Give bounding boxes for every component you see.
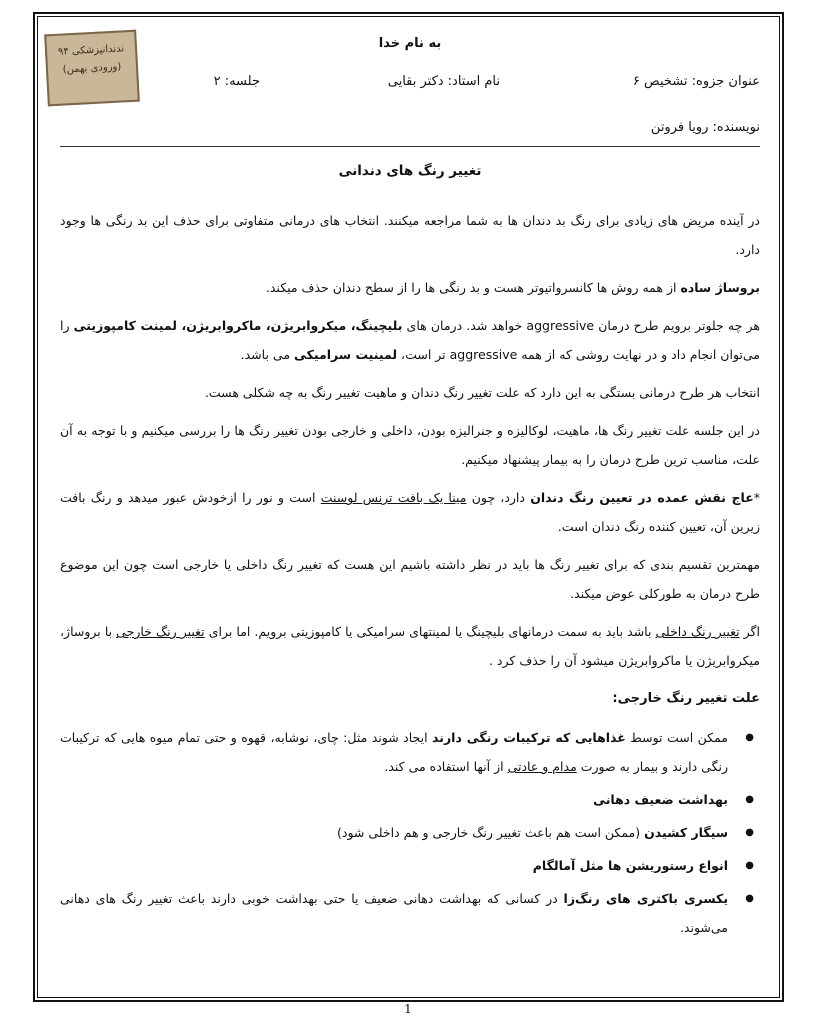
dentin-term: عاج نقش عمده در تعیین رنگ دندان	[530, 490, 754, 505]
stamp-line-1: ندندانپزشکی ۹۴	[57, 43, 125, 58]
pamphlet-title: عنوان جزوه: تشخیص ۶	[632, 74, 760, 89]
document-body	[60, 206, 760, 946]
enamel-translucent-underlined: مینا یک بافت ترنس لوسنت	[320, 490, 467, 505]
ie-text-b: باشد باید به سمت درمانهای بلیچینگ یا لمینتهای سرامیکی یا کامپوزیتی برویم. اما برای	[204, 624, 656, 639]
cause-smoking-text: (ممکن است هم باعث تغییر رنگ خارجی و هم داخلی شود)	[337, 825, 645, 840]
cause-foods-text-c: از آنها استفاده می کند.	[384, 759, 508, 774]
cause-smoking-term: سیگار کشیدن	[644, 825, 728, 840]
cause-foods-term: غذاهایی که ترکیبات رنگی دارند	[432, 730, 626, 745]
cause-foods-text-b: ایجاد شوند مثل: چای، نوشابه، قهوه و حتی تمام میوه هایی که ترکیبات رنگی دارند و بیمار به صورت	[60, 730, 728, 774]
page-number: 1	[404, 1002, 412, 1016]
stamp-line-2: (ورودی بهمن)	[62, 61, 122, 76]
session-number: جلسه: ۲	[213, 74, 260, 89]
list-item	[60, 818, 728, 847]
star-mark: *	[753, 490, 760, 505]
bismillah: به نام خدا	[378, 36, 442, 51]
paragraph-brossage	[60, 273, 760, 302]
document-page	[57, 22, 760, 992]
intrinsic-underlined: تغییر رنگ داخلی	[655, 624, 740, 639]
paragraph-intrinsic-extrinsic	[60, 617, 760, 675]
meta-row	[130, 74, 760, 94]
cause-bacteria-term: یکسری باکتری های رنگ‌زا	[563, 891, 729, 906]
treatments-text-c: می باشد.	[240, 347, 294, 362]
dentin-text-a: دارد، چون	[466, 490, 531, 505]
teacher-name: نام استاد: دکتر بقایی	[387, 74, 500, 89]
list-item	[60, 851, 728, 880]
cause-foods-text-a: ممکن است توسط	[625, 730, 728, 745]
cause-restorations: انواع رستوریشن ها مثل آمالگام	[532, 858, 728, 873]
paragraph-dentin	[60, 483, 760, 541]
list-item	[60, 723, 728, 781]
dentin-text-b: است و نور را ازخودش عبور میدهد و رنگ بافت زیرین آن، تعیین کننده رنگ دندان است.	[60, 490, 760, 534]
treatments-text-a: هر چه جلوتر برویم طرح درمان aggressive خواهد شد. درمان های	[402, 318, 760, 333]
ie-text-a: اگر	[739, 624, 760, 639]
extrinsic-underlined: تغییر رنگ خارجی	[116, 624, 205, 639]
brossage-text: از همه روش ها کانسرواتیوتر هست و بد رنگی ها را از سطح دندان حذف میکند.	[265, 280, 681, 295]
paragraph-classification: مهمترین تقسیم بندی که برای تغییر رنگ ها باید در نظر داشته باشیم این هست که تغییر رنگ داخلی یا خارجی است چون این موضوع طرح درمان به طورکلی عوض میکند.	[60, 557, 760, 601]
brossage-term: بروساژ ساده	[680, 280, 760, 295]
paragraph-treatments	[60, 311, 760, 369]
header-divider	[60, 146, 760, 147]
list-item	[60, 785, 728, 814]
extrinsic-causes-list	[60, 723, 760, 942]
cause-foods-underlined: مدام و عادتی	[507, 759, 577, 774]
cause-bacteria-text: در کسانی که بهداشت دهانی ضعیف یا حتی بهداشت خوبی دارند باعث تغییر رنگ های دهانی می‌شوند.	[60, 891, 728, 935]
treatments-text-b: را می‌توان انجام داد و در نهایت روشی که از همه aggressive تر است،	[60, 318, 760, 362]
treatments-list: بلیچینگ، میکروابریژن، ماکروابریژن، لمینت کامپوزیتی	[73, 318, 403, 333]
paragraph-choice: انتخاب هر طرح درمانی بستگی به این دارد که علت تغییر رنگ دندان و ماهیت تغییر رنگ به چه شکلی هست.	[204, 385, 760, 400]
author-name: نویسنده: رویا فروتن	[650, 120, 760, 135]
ie-text-c: با بروساژ، میکروابریژن یا ماکروابریژن میشود آن را حذف کرد .	[60, 624, 760, 668]
list-item	[60, 884, 728, 942]
document-heading: تغییر رنگ های دندانی	[338, 163, 482, 179]
paragraph-intro: در آینده مریض های زیادی برای رنگ بد دندان ها به شما مراجعه میکنند. انتخاب های درمانی متفاوتی برای حذف این بد رنگی ها وجود دارد.	[60, 213, 760, 257]
section-heading-extrinsic: علت تغییر رنگ خارجی:	[612, 691, 760, 706]
ceramic-laminate-term: لمینیت سرامیکی	[293, 347, 398, 362]
cause-hygiene: بهداشت ضعیف دهانی	[593, 792, 728, 807]
paragraph-session-scope: در این جلسه علت تغییر رنگ ها، ماهیت، لوکالیزه و جنرالیزه بودن، داخلی و خارجی بودن تغییر رنگ ها را بررسی میکنیم و با توجه به آن علت، مناسب ترین طرح درمان را به بیمار پیشنهاد میکنیم.	[60, 423, 760, 467]
